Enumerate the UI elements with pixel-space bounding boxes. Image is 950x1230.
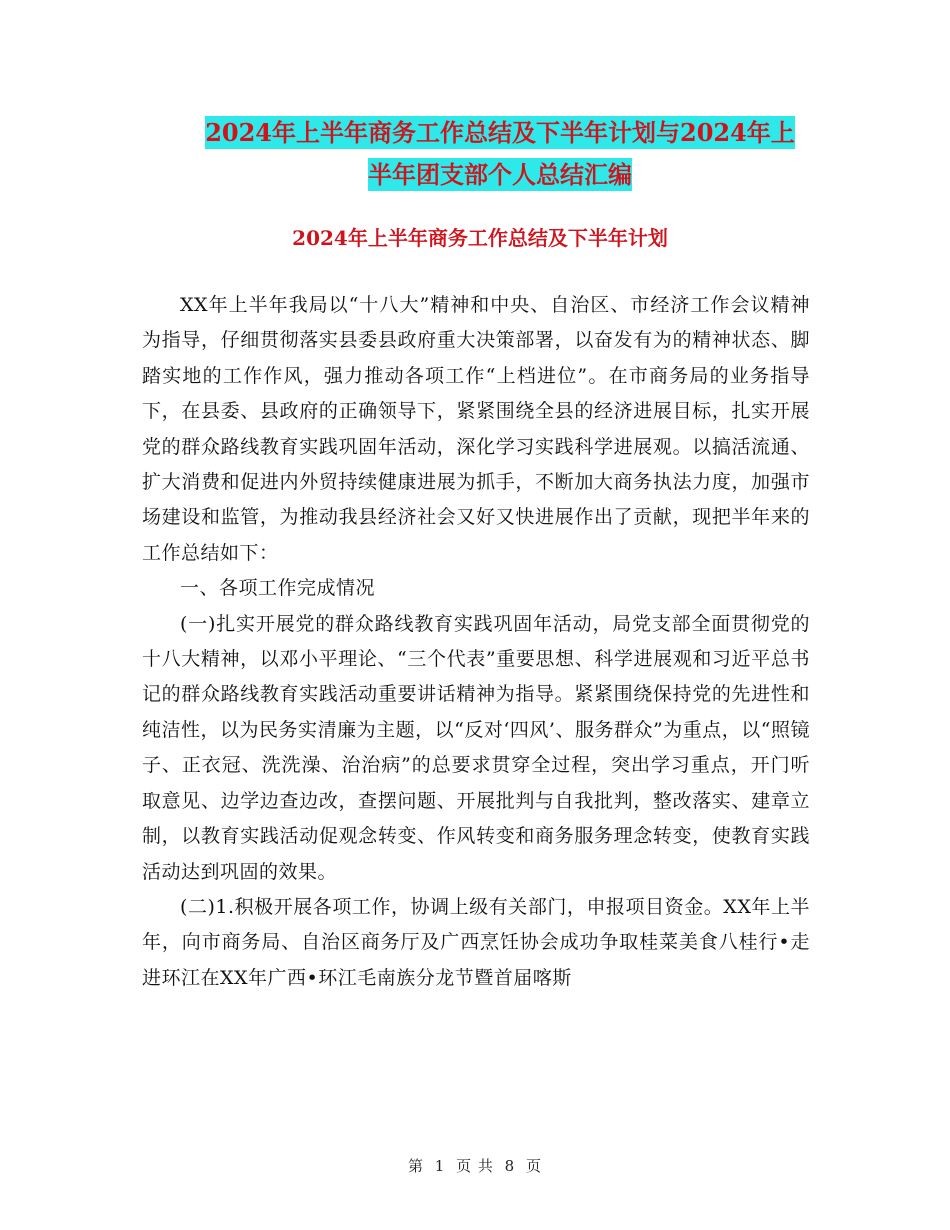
heading-work-completion: 一、各项工作完成情况: [180, 577, 376, 600]
page-footer: [0, 1155, 950, 1176]
paragraph-item-2: (二)1.积极开展各项工作，协调上级有关部门，申报项目资金。XX年上半年，向市商务局、自治区商务厅及广西烹饪协会成功争取桂菜美食八桂行•走进环江在XX年广西•环江毛南族分龙节暨首届喀斯: [142, 895, 810, 989]
paragraph-intro: XX年上半年我局以“十八大”精神和中央、自治区、市经济工作会议精神为指导，仔细贯彻落实县委县政府重大决策部署，以奋发有为的精神状态、脚踏实地的工作作风，强力推动各项工作“上档进位”。在市商务局的业务指导下，在县委、县政府的正确领导下，紧紧围绕全县的经济进展目标，扎实开展党的群众路线教育实践巩固年活动，深化学习实践科学进展观。以搞活流通、扩大消费和促进内外贸持续健康进展为抓手，不断加大商务执法力度，加强市场建设和监管，为推动我县经济社会又好又快进展作出了贡献，现把半年来的工作总结如下：: [142, 294, 810, 564]
document-body: [142, 288, 810, 996]
footer-suffix: 页: [526, 1157, 543, 1175]
document-title-line-2: 半年团支部个人总结汇编: [368, 160, 632, 189]
document-title: [140, 112, 860, 196]
footer-page-number: 1: [434, 1157, 446, 1175]
paragraph-item-1: (一)扎实开展党的群众路线教育实践巩固年活动，局党支部全面贯彻党的十八大精神，以邓小平理论、“三个代表”重要思想、科学进展观和习近平总书记的群众路线教育实践活动重要讲话精神为指导。紧紧围绕保持党的先进性和纯洁性，以为民务实清廉为主题，以“反对‘四风’、服务群众”为重点，以“照镜子、正衣冠、洗洗澡、治治病”的总要求贯穿全过程，突出学习重点，开门听取意见、边学边查边改，查摆问题、开展批判与自我批判，整改落实、建章立制，以教育实践活动促观念转变、作风转变和商务服务理念转变，使教育实践活动达到巩固的效果。: [142, 612, 810, 883]
document-title-line-1: 2024年上半年商务工作总结及下半年计划与2024年上: [205, 118, 795, 147]
footer-total-pages: 8: [504, 1157, 516, 1175]
section-title: 2024年上半年商务工作总结及下半年计划: [292, 226, 668, 250]
footer-prefix: 第: [407, 1157, 424, 1175]
footer-middle: 页 共: [456, 1157, 494, 1175]
